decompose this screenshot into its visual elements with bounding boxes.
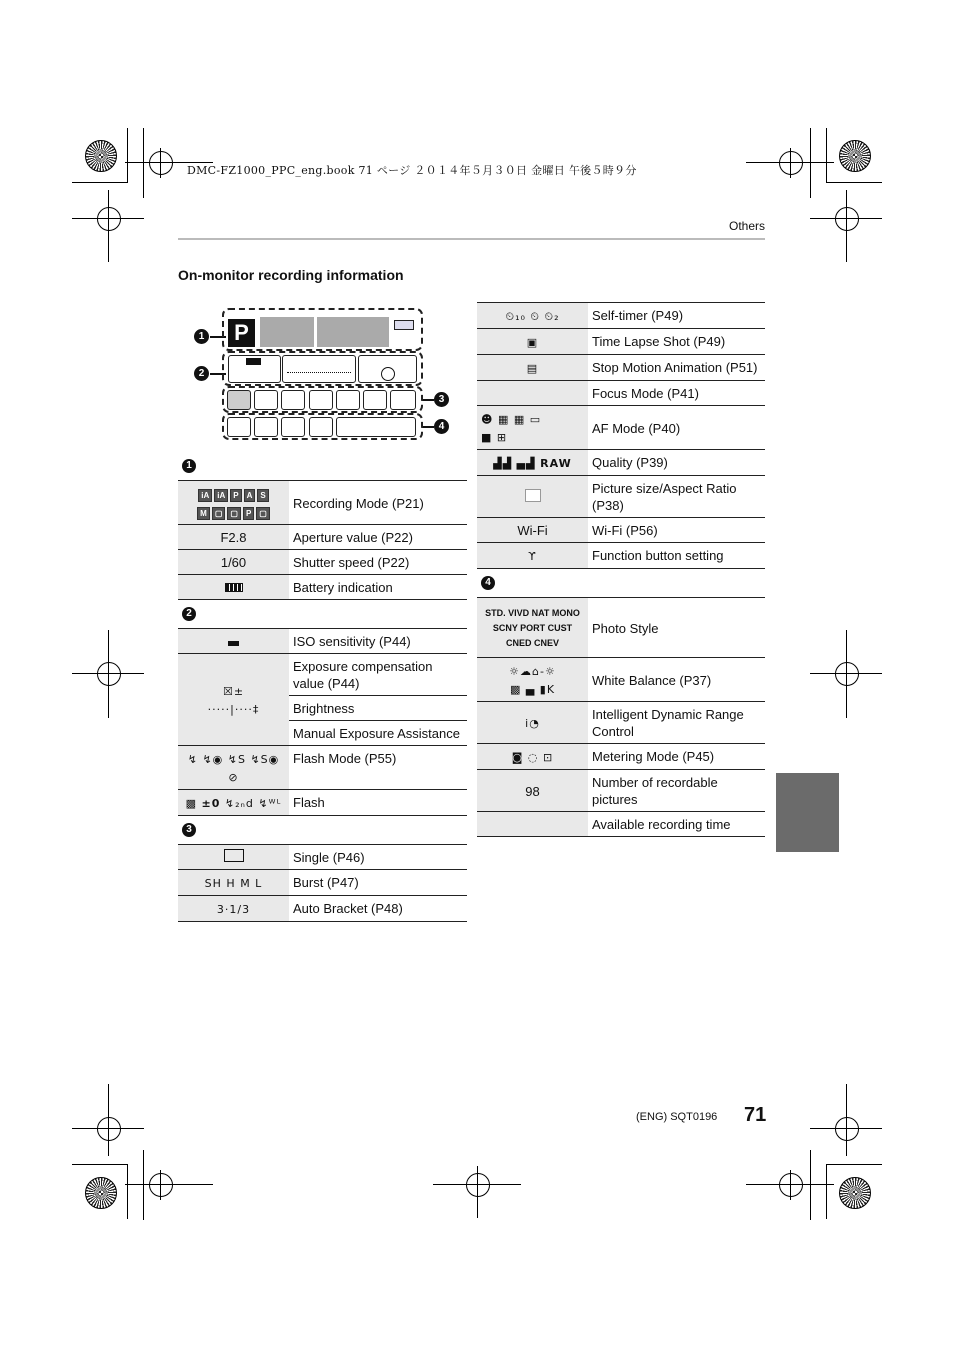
monitor-diagram xyxy=(182,305,452,445)
flash-mode-icons: ↯ ↯◉ ↯S ↯S◉ ⊘ xyxy=(187,753,280,784)
bracket-icon: 3·1/3 xyxy=(216,903,251,916)
table-row: ▩ ±0 ↯₂ₙd ↯ᵂᴸ Flash xyxy=(178,790,467,816)
table-row: Single (P46) xyxy=(178,845,467,870)
picture-size-icon xyxy=(525,489,541,502)
table-row: 3·1/3 Auto Bracket (P48) xyxy=(178,896,467,922)
page-title: On-monitor recording information xyxy=(178,267,404,283)
header-rule xyxy=(178,238,765,240)
table-row: ϒ Function button setting xyxy=(477,543,765,569)
print-header: DMC-FZ1000_PPC_eng.book 71 ページ ２０１４年５月３０日 金曜日 午後５時９分 xyxy=(187,164,637,177)
table-row: Available recording time xyxy=(477,812,765,837)
af-mode-icons: ☻ ▦ ▦ ▭ ■ ⊞ xyxy=(481,413,542,444)
registration-star-icon xyxy=(839,140,871,172)
iso-icon xyxy=(228,641,239,646)
callout-3: 3 xyxy=(434,392,449,407)
aperture-area xyxy=(260,317,314,347)
left-info-table xyxy=(178,452,467,922)
table-row: SH H M L Burst (P47) xyxy=(178,870,467,896)
crosshair-icon xyxy=(149,1173,173,1197)
registration-star-icon xyxy=(85,1177,117,1209)
metering-icons: ◙ ◌ ⊡ xyxy=(511,751,554,764)
crosshair-icon xyxy=(835,1117,859,1141)
single-icon xyxy=(224,849,244,862)
page-number: 71 xyxy=(744,1104,767,1126)
table-row: ⏲₁₀ ⏲ ⏲₂ Self-timer (P49) xyxy=(477,303,765,329)
chapter-tab xyxy=(776,773,839,852)
table-row: ISO sensitivity (P44) xyxy=(178,629,467,654)
stop-motion-icon: ▤ xyxy=(526,362,539,375)
table-row: STD. VIVD NAT MONO SCNY PORT CUST CNED CNEV Photo Style xyxy=(477,598,765,658)
callout-1: 1 xyxy=(194,329,209,344)
footer-code: (ENG) SQT0196 xyxy=(636,1111,718,1123)
table-row: 98 Number of recordable pictures xyxy=(477,770,765,812)
battery-icon xyxy=(225,583,243,592)
burst-icons: SH H M L xyxy=(204,877,263,890)
crosshair-icon xyxy=(835,662,859,686)
crosshair-icon xyxy=(97,662,121,686)
table-row: ▣ Time Lapse Shot (P49) xyxy=(477,329,765,355)
crosshair-icon xyxy=(466,1173,490,1197)
callout-2: 2 xyxy=(194,366,209,381)
time-lapse-icon: ▣ xyxy=(526,336,539,349)
table-row: ☻ ▦ ▦ ▭ ■ ⊞ AF Mode (P40) xyxy=(477,406,765,450)
shutter-area xyxy=(317,317,389,347)
table-row: Picture size/Aspect Ratio (P38) xyxy=(477,476,765,518)
table-row: ▤ Stop Motion Animation (P51) xyxy=(477,355,765,381)
table-row: ☼☁⌂-☼ ▩ ▄ ▮K White Balance (P37) xyxy=(477,658,765,702)
table-row: i◔ Intelligent Dynamic Range Control xyxy=(477,702,765,744)
table-row: iA iA P A S M ▢ ▢ P ▢ Recording Mode (P21) xyxy=(178,481,467,525)
function-button-icon: ϒ xyxy=(528,550,537,563)
self-timer-icons: ⏲₁₀ ⏲ ⏲₂ xyxy=(505,310,560,323)
quality-icons: ▟▟ ▄▟ RAW xyxy=(493,457,572,470)
table-row: Manual Exposure Assistance xyxy=(178,721,467,746)
table-row: ↯ ↯◉ ↯S ↯S◉ ⊘ Flash Mode (P55) xyxy=(178,746,467,790)
photo-style-icons: STD. VIVD NAT MONO SCNY PORT CUST CNED CNEV xyxy=(485,607,580,648)
table-row: Wi-Fi Wi-Fi (P56) xyxy=(477,518,765,543)
crosshair-icon xyxy=(779,1173,803,1197)
iso-icon xyxy=(246,358,261,365)
table-row: Brightness xyxy=(178,696,467,721)
registration-star-icon xyxy=(85,140,117,172)
crosshair-icon xyxy=(97,207,121,231)
section-marker: 1 xyxy=(182,459,196,473)
registration-star-icon xyxy=(839,1177,871,1209)
crosshair-icon xyxy=(779,151,803,175)
battery-icon xyxy=(394,320,414,330)
crosshair-icon xyxy=(97,1117,121,1141)
section-marker: 2 xyxy=(182,607,196,621)
table-row: ☒± ·····|····‡ Exposure compensation value (P44) xyxy=(178,654,467,696)
crosshair-icon xyxy=(149,151,173,175)
white-balance-icons: ☼☁⌂-☼ ▩ ▄ ▮K xyxy=(509,665,556,696)
mode-badge: P xyxy=(228,319,255,347)
idr-icon: i◔ xyxy=(525,717,540,730)
table-row: 1/60 Shutter speed (P22) xyxy=(178,550,467,575)
flash-adjust-icons: ▩ ±0 ↯₂ₙd ↯ᵂᴸ xyxy=(185,797,282,810)
table-row: F2.8 Aperture value (P22) xyxy=(178,525,467,550)
crosshair-icon xyxy=(835,207,859,231)
table-row: ▟▟ ▄▟ RAW Quality (P39) xyxy=(477,450,765,476)
flash-off-icon xyxy=(381,367,395,381)
right-info-table xyxy=(477,302,765,837)
exposure-scale-icon xyxy=(287,371,351,373)
section-marker: 4 xyxy=(481,576,495,590)
recording-mode-icons: iA iA P A S M ▢ ▢ P ▢ xyxy=(196,486,271,519)
callout-4: 4 xyxy=(434,419,449,434)
section-label: Others xyxy=(728,219,765,233)
table-row: Focus Mode (P41) xyxy=(477,381,765,406)
exposure-scale-icon: ☒± ·····|····‡ xyxy=(207,685,260,716)
section-marker: 3 xyxy=(182,823,196,837)
table-row: Battery indication xyxy=(178,575,467,600)
table-row: ◙ ◌ ⊡ Metering Mode (P45) xyxy=(477,744,765,770)
